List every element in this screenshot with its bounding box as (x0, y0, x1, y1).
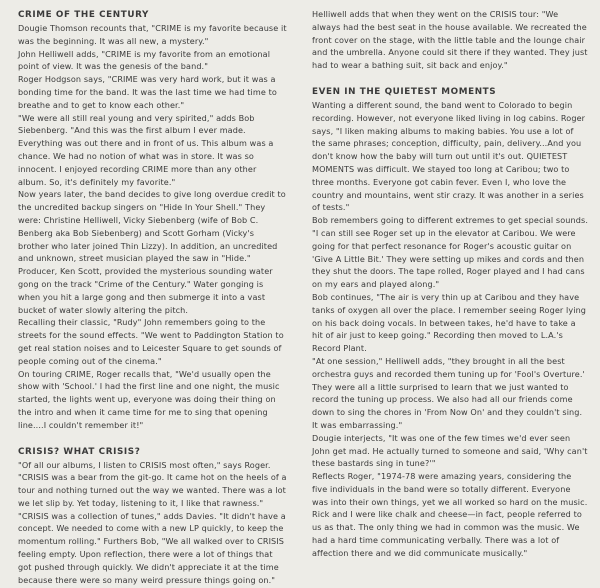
paragraph: Bob remembers going to different extremes to get special sounds. "I can still see Roger set up in the elevator at Caribou. We were going for that perfect resonance for Roger's acoustic guitar on 'Give A Little Bit.' They were setting up mikes and cords and then they shut the doors. The tape rolled, Roger played and I had cans on my ears and played along." (312, 215, 588, 290)
paragraph: Now years later, the band decides to give long overdue credit to the uncredited backup singers on "Hide In Your Shell." They were: Christine Helliwell, Vicky Siebenberg (wife of Bob C. Benberg aka Bob Siebenberg) and Scott Gorham (Vicky's brother who later joined Thin Lizzy). In addition, an uncredited and unknown, street musician played the saw in "Hide." Producer, Ken Scott, provided the mysterious sounding water gong on the track "Crime of the Century." Water gonging is when you hit a large gong and then submerge it into a vast bucket of water slowly altering the pitch. (18, 189, 286, 315)
section-heading-crisis: CRISIS? WHAT CRISIS? (18, 446, 141, 457)
paragraph: Dougie Thomson recounts that, "CRIME is my favorite because it was the beginning. It was all new, a mystery." (18, 23, 287, 46)
section-heading-crime: CRIME OF THE CENTURY (18, 10, 149, 20)
paragraph: "Of all our albums, I listen to CRISIS most often," says Roger. "CRISIS was a bear from the git-go. It came hot on the heels of a tour and nothing turned out the way we wanted. There was a lot we let slip by. Yet today, listening to it, I like that rawness." (18, 459, 287, 508)
paragraph: On touring CRIME, Roger recalls that, "We'd usually open the show with 'School.' I had the first line and one night, the music started, the lights went up, everyone was doing their thing on the intro and when it came time for me to sing that opening line....I couldn't remember it!" (18, 368, 280, 430)
paragraph: "We were all still real young and very spirited," adds Bob Siebenberg. "And this was the first album I ever made. Everything was out there and in front of us. This album was a chance. We had no notion of what was in store. It was so innocent. I enjoyed recording CRIME more than any other album. So, it's definitely my favorite." (18, 112, 274, 187)
paragraph: Recalling their classic, "Rudy" John remembers going to the streets for the sound effects. "We went to Paddington Station to get real station noises and to Leicester Square to get sounds of people coming out of the cinema." (18, 317, 284, 366)
paragraph: "CRISIS was a collection of tunes," adds Davies. "It didn't have a concept. We needed to come with a new LP quickly, to keep the momentum rolling." Furthers Bob, "We all walked over to CRISIS feeling empty. Upon reflection, there were a lot of things that got pushed through quickly. We didn't appreciate it at the time because there were so many weird pressure things going on." (18, 510, 286, 585)
right-column (312, 8, 588, 560)
left-column (18, 8, 287, 586)
paragraph: "At one session," Helliwell adds, "they brought in all the best orchestra guys and recorded them tuning up for 'Fool's Overture.' They were all a little surprised to learn that we just wanted to record the tuning up process. We also had all our friends come down to sing the chores in 'From Now On' and they couldn't sing. It was embarrassing." (312, 355, 585, 430)
paragraph: Helliwell adds that when they went on the CRISIS tour: "We always had the best seat in the house available. We recreated the front cover on the stage, with the little table and the lounge chair and the umbrella. Anyone could sit there if they wanted. They just had to wear a bathing suit, sit back and enjoy." (312, 9, 588, 71)
paragraph: Bob continues, "The air is very thin up at Caribou and they have tanks of oxygen all over the place. I remember seeing Roger lying on his back doing vocals. In between takes, he'd have to take a hit of air just to keep going." Recording then moved to L.A.'s Record Plant. (312, 291, 587, 354)
paragraph: Dougie interjects, "It was one of the few times we'd ever seen John get mad. He actually turned to someone and said, 'Why can't these bastards sing in tune?'" (312, 432, 588, 469)
paragraph: Reflects Roger, "1974-78 were amazing years, considering the five individuals in the band were so totally different. Everyone was into their own things, yet we all worked so hard on the music. Rick and I were like chalk and cheese—in fact, people referred to us as that. The only thing we had in common was the music. We had a hard time communicating verbally. There was a lot of affection there and we did communicate musically." (312, 471, 588, 558)
paragraph: John Helliwell adds, "CRIME is my favorite from an emotional point of view. It was the genesis of the band." (18, 48, 271, 72)
section-spacer (18, 432, 287, 445)
paragraph: Roger Hodgson says, "CRIME was very hard work, but it was a bonding time for the band. It was the last time we had time to breathe and to get to know each other." (18, 74, 277, 110)
section-heading-quiet: EVEN IN THE QUIETEST MOMENTS (312, 86, 497, 97)
paragraph: Wanting a different sound, the band went to Colorado to begin recording. However, not everyone liked living in log cabins. Roger says, "I liken making albums to making babies. You use a lot of the same phrases; conception, difficulty, pain, delivery...And you don't know how the baby will turn out until it's out. QUIETEST MOMENTS was difficult. We stayed too long at Caribou; two to three months. Everyone got cabin fever. Even I, who love the country and mountains, went stir crazy. It was another in a series of tests." (312, 99, 586, 213)
section-spacer (312, 72, 588, 85)
